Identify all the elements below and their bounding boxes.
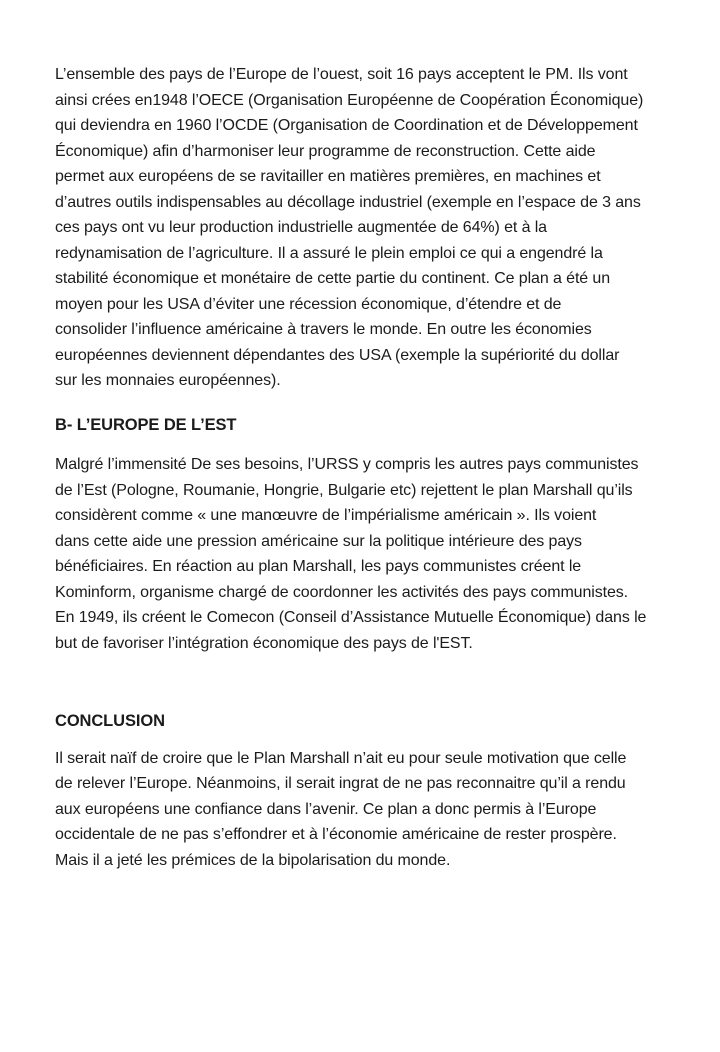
text-line: CONCLUSION	[55, 712, 165, 730]
text-line: qui deviendra en 1960 l’OCDE (Organisation de Coordination et de Développement	[55, 117, 638, 134]
text-line: Malgré l’immensité De ses besoins, l’URSS y compris les autres pays communistes	[55, 456, 639, 473]
text-line: européennes deviennent dépendantes des USA (exemple la supériorité du dollar	[55, 346, 620, 364]
text-line: consolider l’influence américaine à travers le monde. En outre les économies	[55, 321, 592, 338]
text-line: aux européens une confiance dans l’avenir. Ce plan a donc permis à l’Europe	[55, 800, 597, 818]
text-line: ces pays ont vu leur production industrielle augmentée de 64%) et à la	[55, 219, 547, 236]
text-line: L’ensemble des pays de l’Europe de l’ouest, soit 16 pays acceptent le PM. Ils vont	[55, 66, 628, 83]
document-content	[55, 62, 680, 892]
text-line: but de favoriser l’intégration économique des pays de l'EST.	[55, 634, 473, 652]
text-line: de relever l’Europe. Néanmoins, il serait ingrat de ne pas reconnaitre qu’il a rendu	[55, 775, 626, 792]
text-line: stabilité économique et monétaire de cette partie du continent. Ce plan a été un	[55, 270, 611, 287]
text-line: moyen pour les USA d’éviter une récession économique, d’étendre et de	[55, 295, 562, 313]
text-line: Il serait naïf de croire que le Plan Marshall n’ait eu pour seule motivation que celle	[55, 749, 627, 767]
text-line: considèrent comme « une manœuvre de l’impérialisme américain ». Ils voient	[55, 507, 597, 524]
text-line: permet aux européens de se ravitailler en matières premières, en machines et	[55, 168, 601, 185]
text-line: Kominform, organisme chargé de coordonner les activités des pays communistes.	[55, 583, 629, 601]
text-line: dans cette aide une pression américaine sur la politique intérieure des pays	[55, 532, 582, 550]
text-line: bénéficiaires. En réaction au plan Marshall, les pays communistes créent le	[55, 558, 582, 575]
text-line: B- L’EUROPE DE L’EST	[55, 415, 237, 434]
text-line: redynamisation de l’agriculture. Il a assuré le plein emploi ce qui a engendré la	[55, 244, 603, 262]
text-line: Mais il a jeté les prémices de la bipolarisation du monde.	[55, 851, 451, 869]
text-line: occidentale de ne pas s’effondrer et à l’économie américaine de rester prospère.	[55, 826, 617, 843]
paragraph-west-europe	[55, 62, 680, 394]
text-line: Économique) afin d’harmoniser leur programme de reconstruction. Cette aide	[55, 142, 596, 160]
text-line: sur les monnaies européennes).	[55, 372, 281, 389]
text-line: d’autres outils indispensables au décollage industriel (exemple en l’espace de 3 ans	[55, 193, 641, 211]
paragraph-conclusion	[55, 746, 680, 874]
paragraph-east-europe	[55, 452, 680, 656]
text-line: de l’Est (Pologne, Roumanie, Hongrie, Bulgarie etc) rejettent le plan Marshall qu’ils	[55, 481, 633, 499]
text-line: En 1949, ils créent le Comecon (Conseil d’Assistance Mutuelle Économique) dans le	[55, 609, 647, 626]
text-line: ainsi crées en1948 l’OECE (Organisation Européenne de Coopération Économique)	[55, 91, 644, 109]
heading-europe-est	[55, 413, 680, 439]
heading-conclusion	[55, 709, 680, 735]
